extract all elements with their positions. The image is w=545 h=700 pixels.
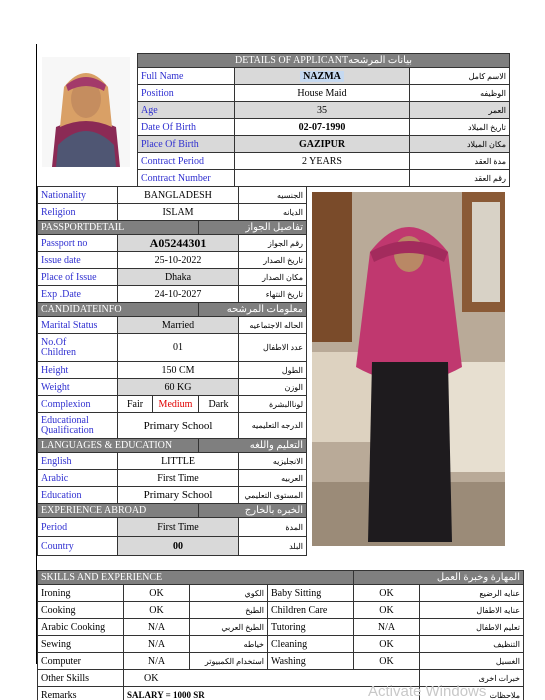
experience-section-header-ar: الخبره بالخارج: [199, 504, 307, 518]
applicant-full-photo: [312, 192, 505, 546]
skill-children-care-ar: عنايه الاطفال: [420, 602, 524, 619]
skill-cooking-label: Cooking: [38, 602, 124, 619]
exp-date-label: Exp .Date: [38, 286, 118, 303]
skill-computer-value: N/A: [124, 653, 190, 670]
english-label: English: [38, 453, 118, 470]
arabic-label: Arabic: [38, 470, 118, 487]
exp-date-value: 24-10-2027: [118, 286, 239, 303]
religion-ar: الديانه: [239, 204, 307, 221]
remarks-ar: ملاحظات: [420, 687, 524, 700]
country-ar: البلد: [239, 537, 307, 556]
remarks-label: Remarks: [38, 687, 124, 700]
other-skills-ar: خبرات اخرى: [420, 670, 524, 687]
age-label: Age: [138, 102, 235, 119]
height-label: Height: [38, 362, 118, 379]
dob-label: Date Of Birth: [138, 119, 235, 136]
period-label: Period: [38, 518, 118, 537]
place-of-issue-value: Dhaka: [118, 269, 239, 286]
passport-no-label: Passport no: [38, 235, 118, 252]
skill-washing-ar: الغسيل: [420, 653, 524, 670]
contract-number-value: [235, 170, 410, 187]
age-value: 35: [235, 102, 410, 119]
other-skills-value: OK: [124, 670, 420, 687]
skill-ironing-value: OK: [124, 585, 190, 602]
contract-number-ar: رقم العقد: [410, 170, 510, 187]
period-ar: المدة: [239, 518, 307, 537]
weight-value: 60 KG: [118, 379, 239, 396]
dob-ar: تاريخ الميلاد: [410, 119, 510, 136]
skill-cleaning-label: Cleaning: [268, 636, 354, 653]
place-of-birth-label: Place Of Birth: [138, 136, 235, 153]
skill-cooking-ar: الطبخ: [190, 602, 268, 619]
position-value: House Maid: [235, 85, 410, 102]
skill-cleaning-value: OK: [354, 636, 420, 653]
details-header: DETAILS OF APPLICANTبيانات المرشحه: [138, 54, 510, 68]
weight-label: Weight: [38, 379, 118, 396]
dob-value: 02-07-1990: [235, 119, 410, 136]
experience-section-header: EXPERIENCE ABROAD: [38, 504, 199, 518]
skill-baby-sitting-value: OK: [354, 585, 420, 602]
full-name-label: Full Name: [138, 68, 235, 85]
nationality-ar: الجنسيه: [239, 187, 307, 204]
applicant-details-table: [137, 53, 510, 187]
skills-section-header: SKILLS AND EXPERIENCE: [38, 571, 354, 585]
english-value: LITTLE: [118, 453, 239, 470]
skill-arabic-cooking-ar: الطبخ العربي: [190, 619, 268, 636]
passport-section-header-ar: تفاصيل الجواز: [199, 221, 307, 235]
education-qualification-value: Primary School: [118, 413, 239, 439]
applicant-portrait-photo: [42, 57, 130, 167]
skill-tutoring-value: N/A: [354, 619, 420, 636]
education-qualification-ar: الدرجه التعليميه: [239, 413, 307, 439]
country-label: Country: [38, 537, 118, 556]
children-value: 01: [118, 334, 239, 362]
education-ar: المستوى التعليمي: [239, 487, 307, 504]
full-name-value: NAZMA: [235, 68, 410, 85]
arabic-ar: العربيه: [239, 470, 307, 487]
candidate-info-table: [37, 186, 307, 556]
children-ar: عدد الاطفال: [239, 334, 307, 362]
candidate-section-header: CANDIDATEINFO: [38, 303, 199, 317]
skill-ironing-label: Ironing: [38, 585, 124, 602]
place-of-issue-label: Place of Issue: [38, 269, 118, 286]
remarks-value: SALARY = 1000 SR: [124, 687, 420, 700]
languages-section-header: LANGUAGES & EDUCATION: [38, 439, 199, 453]
skill-baby-sitting-ar: عنايه الرضيع: [420, 585, 524, 602]
skill-computer-label: Computer: [38, 653, 124, 670]
skills-section-header-ar: المهارة وخبرة العمل: [354, 571, 524, 585]
skill-computer-ar: استخدام الكمبيوتر: [190, 653, 268, 670]
issue-date-value: 25-10-2022: [118, 252, 239, 269]
full-name-ar: الاسم كامل: [410, 68, 510, 85]
complexion-label: Complexion: [38, 396, 118, 413]
issue-date-ar: تاريخ الصدار: [239, 252, 307, 269]
country-value: 00: [118, 537, 239, 556]
position-label: Position: [138, 85, 235, 102]
candidate-section-header-ar: معلومات المرشحه: [199, 303, 307, 317]
place-of-birth-ar: مكان الميلاد: [410, 136, 510, 153]
skill-washing-value: OK: [354, 653, 420, 670]
activate-windows-watermark: Activate Windows: [368, 683, 487, 700]
nationality-value: BANGLADESH: [118, 187, 239, 204]
issue-date-label: Issue date: [38, 252, 118, 269]
place-of-birth-value: GAZIPUR: [235, 136, 410, 153]
passport-no-value: A05244301: [118, 235, 239, 252]
complexion-dark: Dark: [199, 396, 239, 413]
english-ar: الانجليزيه: [239, 453, 307, 470]
skill-tutoring-label: Tutoring: [268, 619, 354, 636]
complexion-fair: Fair: [118, 396, 153, 413]
complexion-medium: Medium: [153, 396, 199, 413]
education-label: Education: [38, 487, 118, 504]
nationality-label: Nationality: [38, 187, 118, 204]
period-value: First Time: [118, 518, 239, 537]
skill-cleaning-ar: التنظيف: [420, 636, 524, 653]
skill-ironing-ar: الكوي: [190, 585, 268, 602]
skills-table: [37, 570, 524, 700]
skill-sewing-ar: خياطه: [190, 636, 268, 653]
passport-no-ar: رقم الجواز: [239, 235, 307, 252]
skill-tutoring-ar: تعليم الاطفال: [420, 619, 524, 636]
education-value: Primary School: [118, 487, 239, 504]
skill-arabic-cooking-value: N/A: [124, 619, 190, 636]
exp-date-ar: تاريخ النتهاء: [239, 286, 307, 303]
skill-children-care-label: Children Care: [268, 602, 354, 619]
contract-period-ar: مدة العقد: [410, 153, 510, 170]
skill-sewing-label: Sewing: [38, 636, 124, 653]
height-value: 150 CM: [118, 362, 239, 379]
marital-status-ar: الحاله الاجتماعيه: [239, 317, 307, 334]
education-qualification-label: Educational Qualification: [38, 413, 118, 439]
contract-period-value: 2 YEARS: [235, 153, 410, 170]
skill-children-care-value: OK: [354, 602, 420, 619]
height-ar: الطول: [239, 362, 307, 379]
skill-washing-label: Washing: [268, 653, 354, 670]
place-of-issue-ar: مكان الصدار: [239, 269, 307, 286]
children-label: No.Of Children: [38, 334, 118, 362]
contract-number-label: Contract Number: [138, 170, 235, 187]
religion-label: Religion: [38, 204, 118, 221]
passport-section-header: PASSPORTDETAIL: [38, 221, 199, 235]
skill-cooking-value: OK: [124, 602, 190, 619]
marital-status-label: Marital Status: [38, 317, 118, 334]
weight-ar: الوزن: [239, 379, 307, 396]
skill-baby-sitting-label: Baby Sitting: [268, 585, 354, 602]
languages-section-header-ar: التعليم واللغه: [199, 439, 307, 453]
complexion-ar: لوناالبشرة: [239, 396, 307, 413]
other-skills-label: Other Skills: [38, 670, 124, 687]
religion-value: ISLAM: [118, 204, 239, 221]
marital-status-value: Married: [118, 317, 239, 334]
skill-sewing-value: N/A: [124, 636, 190, 653]
skill-arabic-cooking-label: Arabic Cooking: [38, 619, 124, 636]
contract-period-label: Contract Period: [138, 153, 235, 170]
position-ar: الوظيفه: [410, 85, 510, 102]
arabic-value: First Time: [118, 470, 239, 487]
age-ar: العمر: [410, 102, 510, 119]
